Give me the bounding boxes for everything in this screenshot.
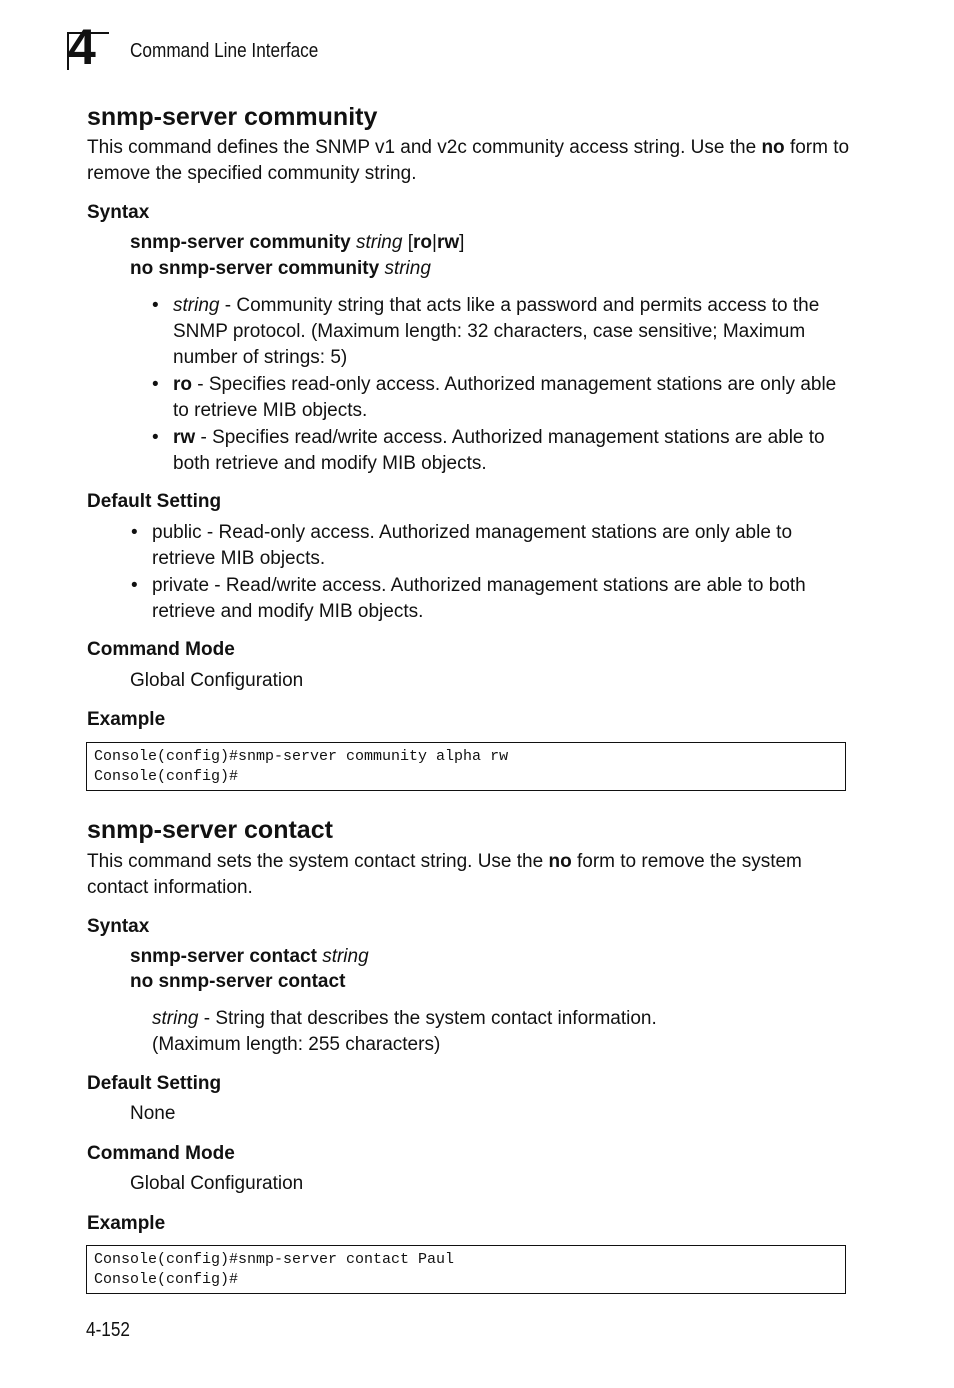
param-term: string	[152, 1008, 199, 1029]
community-mode-text: Global Configuration	[130, 670, 304, 691]
list-item	[152, 293, 853, 371]
contact-example-heading: Example	[87, 1213, 166, 1234]
contact-intro-text: This command sets the system contact string. Use the	[87, 851, 544, 872]
chapter-number: 4	[68, 19, 94, 75]
param-term: ro	[173, 374, 192, 395]
community-syntax-line1	[130, 230, 464, 256]
code-line: Console(config)#snmp-server community alpha rw	[94, 748, 509, 765]
code-line: Console(config)#	[94, 767, 239, 785]
param-text: - String that describes the system contact information.	[198, 1008, 657, 1029]
community-default-list	[131, 520, 852, 625]
syntax-cmd: snmp-server community	[130, 232, 351, 253]
section-title-community: snmp-server community	[87, 103, 378, 131]
param-text: - Specifies read-only access. Authorized management stations are only able to retrieve MIB objects.	[173, 374, 837, 421]
chapter-title: Command Line Interface	[130, 40, 319, 62]
syntax-bracket-close: ]	[459, 232, 465, 253]
syntax-rw: rw	[436, 232, 460, 253]
community-example-heading: Example	[87, 709, 166, 730]
community-intro	[87, 135, 857, 186]
syntax-ro: ro	[413, 232, 432, 253]
contact-default-heading: Default Setting	[87, 1073, 222, 1094]
bullet-icon: •	[131, 522, 138, 543]
contact-syntax-heading: Syntax	[87, 916, 150, 937]
code-line: Console(config)#snmp-server contact Paul	[94, 1251, 455, 1268]
param-text: - Community string that acts like a password and permits access to the SNMP protocol. (Maximum length: 32 characters, case sensitive; Maximum number of strings: 5)	[173, 295, 820, 368]
param-text: - Specifies read/write access. Authorized management stations are able to both retrieve and modify MIB objects.	[173, 427, 825, 474]
syntax-param: string	[322, 946, 369, 967]
community-intro-bold: no	[761, 137, 785, 158]
contact-intro-bold: no	[548, 851, 572, 872]
syntax-no-cmd: no snmp-server contact	[130, 971, 346, 992]
syntax-cmd: snmp-server contact	[130, 946, 317, 967]
default-text: public - Read-only access. Authorized management stations are only able to retrieve MIB objects.	[152, 522, 793, 569]
contact-example-code	[86, 1245, 846, 1294]
community-example-code	[86, 742, 846, 791]
contact-intro-text2: form to remove the system contact information.	[87, 851, 802, 898]
contact-default-text: None	[130, 1103, 176, 1124]
bullet-icon: •	[152, 374, 159, 395]
contact-param	[152, 1006, 657, 1032]
syntax-pipe: |	[432, 232, 437, 253]
contact-intro	[87, 849, 847, 900]
list-item	[131, 520, 852, 572]
syntax-no-cmd: no snmp-server community	[130, 258, 380, 279]
contact-param-limit: (Maximum length: 255 characters)	[152, 1034, 441, 1055]
code-line: Console(config)#	[94, 1270, 239, 1288]
param-term: rw	[173, 427, 196, 448]
bullet-icon: •	[131, 575, 138, 596]
community-default-heading: Default Setting	[87, 491, 222, 512]
bullet-icon: •	[152, 427, 159, 448]
list-item	[152, 372, 853, 424]
community-syntax-line2	[130, 256, 431, 282]
default-text: private - Read/write access. Authorized management stations are able to both retrieve and modify MIB objects.	[152, 575, 806, 622]
community-mode-heading: Command Mode	[87, 639, 235, 660]
syntax-bracket-open: [	[407, 232, 413, 253]
bullet-icon: •	[152, 295, 159, 316]
syntax-param: string	[355, 232, 403, 253]
page-number: 4-152	[86, 1319, 130, 1341]
contact-mode-text: Global Configuration	[130, 1173, 304, 1194]
list-item	[152, 425, 853, 477]
community-param-list	[152, 293, 853, 477]
list-item	[131, 573, 852, 625]
contact-syntax-line1	[130, 944, 369, 970]
community-syntax-heading: Syntax	[87, 202, 150, 223]
contact-syntax-line2	[130, 969, 345, 995]
syntax-no-param: string	[384, 258, 431, 279]
section-title-contact: snmp-server contact	[87, 816, 333, 844]
contact-mode-heading: Command Mode	[87, 1143, 235, 1164]
community-intro-text2: form to remove the specified community string.	[87, 137, 850, 184]
community-intro-text: This command defines the SNMP v1 and v2c community access string. Use the	[87, 137, 757, 158]
param-term: string	[173, 295, 220, 316]
